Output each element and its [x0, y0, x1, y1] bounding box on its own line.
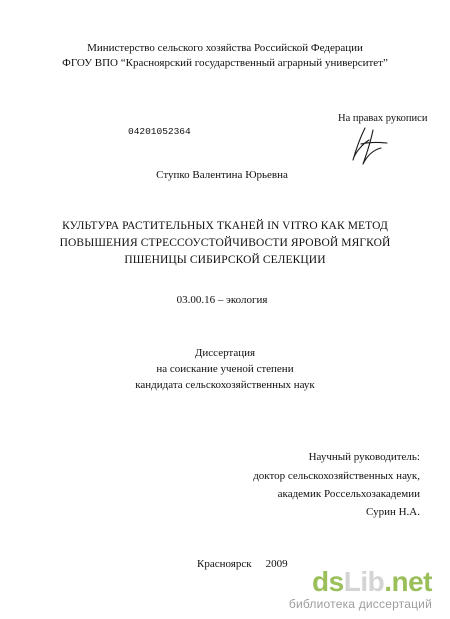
- degree-purpose: на соискание ученой степени: [156, 363, 294, 375]
- rights-notice: На правах рукописи: [338, 113, 428, 124]
- dissertation-label: Диссертация: [194, 347, 256, 359]
- title-line-1: КУЛЬТУРА РАСТИТЕЛЬНЫХ ТКАНЕЙ IN VITRO КАК МЕТОД: [62, 220, 388, 232]
- university-line: ФГОУ ВПО “Красноярский государственный аграрный университет”: [62, 57, 388, 69]
- ministry-line: Министерство сельского хозяйства Российской Федерации: [87, 42, 363, 54]
- author-name: Ступко Валентина Юрьевна: [156, 169, 288, 181]
- footer-city: Красноярск: [197, 558, 252, 570]
- advisor-name: Сурин Н.А.: [366, 506, 420, 518]
- advisor-degree: доктор сельскохозяйственных наук,: [253, 470, 420, 482]
- advisor-rank: академик Россельхозакадемии: [277, 488, 420, 500]
- footer-year: 2009: [265, 558, 288, 570]
- title-line-2: ПОВЫШЕНИЯ СТРЕССОУСТОЙЧИВОСТИ ЯРОВОЙ МЯГКОЙ: [59, 237, 391, 249]
- advisor-label: Научный руководитель:: [308, 451, 420, 463]
- degree-name: кандидата сельскохозяйственных наук: [135, 379, 315, 391]
- dslib-watermark: [268, 567, 444, 613]
- specialty: 03.00.16 – экология: [176, 294, 268, 306]
- watermark-subtitle: библиотека диссертаций: [288, 597, 432, 611]
- signature-icon: [343, 122, 393, 168]
- title-line-3: ПШЕНИЦЫ СИБИРСКОЙ СЕЛЕКЦИИ: [124, 254, 326, 266]
- watermark-logo: dsLib.net: [312, 566, 432, 597]
- catalog-number: 04201052364: [128, 126, 191, 137]
